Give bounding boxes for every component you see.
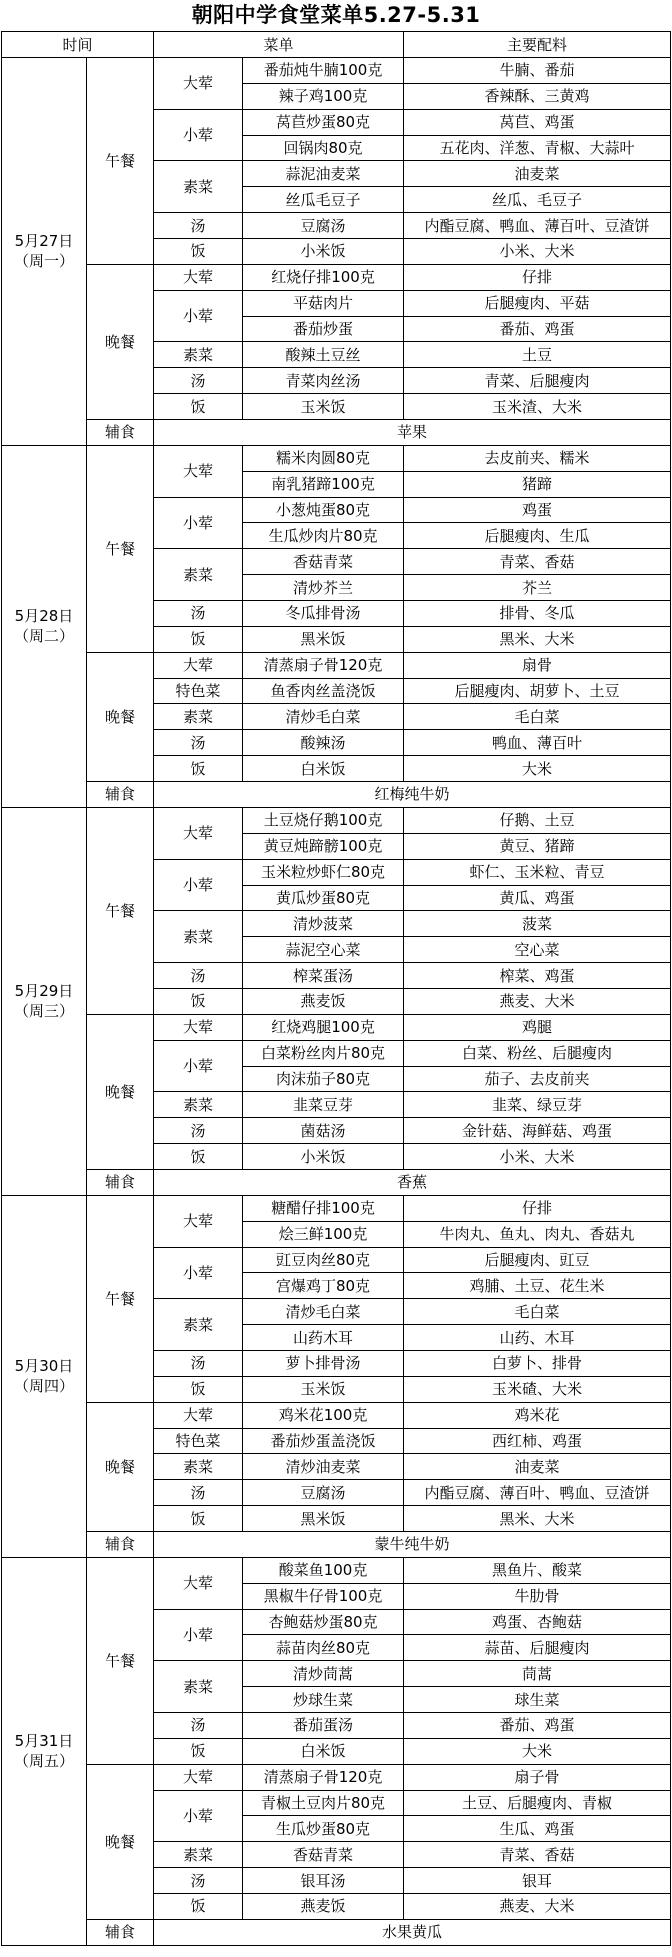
- header-ingredients: 主要配料: [404, 32, 671, 58]
- dish-cell: 鸡米花100克: [243, 1402, 404, 1428]
- category-cell: 大荤: [154, 1402, 243, 1428]
- dish-cell: 番茄蛋汤: [243, 1713, 404, 1739]
- dish-cell: 燕麦饭: [243, 988, 404, 1014]
- dish-cell: 菌菇汤: [243, 1118, 404, 1144]
- dish-cell: 宫爆鸡丁80克: [243, 1273, 404, 1299]
- table-row: [2, 1764, 671, 1790]
- category-cell: 大荤: [154, 58, 243, 110]
- category-cell: 小荤: [154, 497, 243, 549]
- ingredients-cell: 黄豆、猪蹄: [404, 833, 671, 859]
- meal-cell: 晚餐: [87, 264, 154, 419]
- ingredients-cell: 西红柿、鸡蛋: [404, 1428, 671, 1454]
- dish-cell: 红烧鸡腿100克: [243, 1014, 404, 1040]
- dish-cell: 丝瓜毛豆子: [243, 187, 404, 213]
- dish-cell: 蒜泥空心菜: [243, 937, 404, 963]
- dish-cell: 黄豆炖蹄髈100克: [243, 833, 404, 859]
- side-dish-cell: 香蕉: [154, 1169, 671, 1195]
- category-cell: 汤: [154, 1480, 243, 1506]
- ingredients-cell: 芥兰: [404, 575, 671, 601]
- category-cell: 大荤: [154, 1557, 243, 1609]
- ingredients-cell: 白菜、粉丝、后腿瘦肉: [404, 1040, 671, 1066]
- dish-cell: 回锅肉80克: [243, 135, 404, 161]
- dish-cell: 酸辣土豆丝: [243, 342, 404, 368]
- dish-cell: 黄瓜炒蛋80克: [243, 885, 404, 911]
- ingredients-cell: 白萝卜、排骨: [404, 1350, 671, 1376]
- category-cell: 素菜: [154, 704, 243, 730]
- category-cell: 小荤: [154, 290, 243, 342]
- ingredients-cell: 生瓜、鸡蛋: [404, 1816, 671, 1842]
- ingredients-cell: 内酯豆腐、薄百叶、鸭血、豆渣饼: [404, 1480, 671, 1506]
- category-cell: 汤: [154, 1713, 243, 1739]
- dish-cell: 白米饭: [243, 1738, 404, 1764]
- category-cell: 饭: [154, 988, 243, 1014]
- ingredients-cell: 油麦菜: [404, 1454, 671, 1480]
- ingredients-cell: 鸡蛋、杏鲍菇: [404, 1609, 671, 1635]
- table-row: [2, 1557, 671, 1583]
- ingredients-cell: 山药、木耳: [404, 1325, 671, 1351]
- category-cell: 饭: [154, 1376, 243, 1402]
- ingredients-cell: 银耳: [404, 1868, 671, 1894]
- ingredients-cell: 鸡蛋: [404, 497, 671, 523]
- header-menu: 菜单: [154, 32, 404, 58]
- ingredients-cell: 后腿瘦肉、生瓜: [404, 523, 671, 549]
- side-row: [2, 420, 671, 446]
- category-cell: 素菜: [154, 549, 243, 601]
- day-date-cell: [2, 1195, 87, 1557]
- ingredients-cell: 番茄、鸡蛋: [404, 316, 671, 342]
- dish-cell: 清炒芥兰: [243, 575, 404, 601]
- header-time: 时间: [2, 32, 154, 58]
- menu-table: [1, 31, 671, 1946]
- day-date-cell: [2, 807, 87, 1195]
- dish-cell: 糖醋仔排100克: [243, 1195, 404, 1221]
- ingredients-cell: 球生菜: [404, 1687, 671, 1713]
- dish-cell: 山药木耳: [243, 1325, 404, 1351]
- date-label: 5月27日: [14, 232, 74, 251]
- dish-cell: 番茄炒蛋盖浇饭: [243, 1428, 404, 1454]
- category-cell: 特色菜: [154, 678, 243, 704]
- dish-cell: 炒球生菜: [243, 1687, 404, 1713]
- dish-cell: 黑椒牛仔骨100克: [243, 1583, 404, 1609]
- ingredients-cell: 排骨、冬瓜: [404, 601, 671, 627]
- dish-cell: 青椒土豆肉片80克: [243, 1790, 404, 1816]
- side-label-cell: 辅食: [87, 782, 154, 808]
- table-row: [2, 1402, 671, 1428]
- ingredients-cell: 虾仁、玉米粒、青豆: [404, 859, 671, 885]
- ingredients-cell: 牛腩、番茄: [404, 58, 671, 84]
- category-cell: 大荤: [154, 445, 243, 497]
- ingredients-cell: 番茄、鸡蛋: [404, 1713, 671, 1739]
- side-label-cell: 辅食: [87, 420, 154, 446]
- dish-cell: 南乳猪蹄100克: [243, 471, 404, 497]
- meal-cell: 午餐: [87, 807, 154, 1014]
- dish-cell: 豇豆肉丝80克: [243, 1247, 404, 1273]
- category-cell: 饭: [154, 394, 243, 420]
- ingredients-cell: 茄子、去皮前夹: [404, 1066, 671, 1092]
- category-cell: 素菜: [154, 342, 243, 368]
- dish-cell: 玉米粒炒虾仁80克: [243, 859, 404, 885]
- dish-cell: 玉米饭: [243, 394, 404, 420]
- dish-cell: 白菜粉丝肉片80克: [243, 1040, 404, 1066]
- meal-cell: 午餐: [87, 58, 154, 265]
- ingredients-cell: 内酯豆腐、鸭血、薄百叶、豆渣饼: [404, 213, 671, 239]
- dish-cell: 榨菜蛋汤: [243, 963, 404, 989]
- date-label: 5月31日: [14, 1732, 74, 1751]
- dish-cell: 冬瓜排骨汤: [243, 601, 404, 627]
- meal-cell: 午餐: [87, 1195, 154, 1402]
- ingredients-cell: 丝瓜、毛豆子: [404, 187, 671, 213]
- dish-cell: 香菇青菜: [243, 1842, 404, 1868]
- ingredients-cell: 香辣酥、三黄鸡: [404, 83, 671, 109]
- category-cell: 素菜: [154, 161, 243, 213]
- dish-cell: 莴苣炒蛋80克: [243, 109, 404, 135]
- dish-cell: 燕麦饭: [243, 1894, 404, 1920]
- dish-cell: 鱼香肉丝盖浇饭: [243, 678, 404, 704]
- ingredients-cell: 燕麦、大米: [404, 988, 671, 1014]
- side-dish-cell: 苹果: [154, 420, 671, 446]
- side-dish-cell: 红梅纯牛奶: [154, 782, 671, 808]
- ingredients-cell: 小米、大米: [404, 239, 671, 265]
- table-row: [2, 807, 671, 833]
- category-cell: 小荤: [154, 1609, 243, 1661]
- ingredients-cell: 牛肋骨: [404, 1583, 671, 1609]
- side-label-cell: 辅食: [87, 1169, 154, 1195]
- ingredients-cell: 鸡腿: [404, 1014, 671, 1040]
- category-cell: 素菜: [154, 1092, 243, 1118]
- category-cell: 饭: [154, 1894, 243, 1920]
- dish-cell: 小米饭: [243, 1144, 404, 1170]
- category-cell: 饭: [154, 1144, 243, 1170]
- meal-cell: 晚餐: [87, 1402, 154, 1531]
- category-cell: 汤: [154, 213, 243, 239]
- dish-cell: 酸辣汤: [243, 730, 404, 756]
- ingredients-cell: 后腿瘦肉、胡萝卜、土豆: [404, 678, 671, 704]
- dish-cell: 蒜苗肉丝80克: [243, 1635, 404, 1661]
- dish-cell: 红烧仔排100克: [243, 264, 404, 290]
- table-row: [2, 1014, 671, 1040]
- side-row: [2, 1169, 671, 1195]
- category-cell: 素菜: [154, 1454, 243, 1480]
- dish-cell: 清炒油麦菜: [243, 1454, 404, 1480]
- table-row: [2, 1195, 671, 1221]
- category-cell: 汤: [154, 1868, 243, 1894]
- ingredients-cell: 仔排: [404, 1195, 671, 1221]
- meal-cell: 晚餐: [87, 652, 154, 781]
- dish-cell: 黑米饭: [243, 1506, 404, 1532]
- weekday-label: （周五）: [13, 1752, 74, 1771]
- ingredients-cell: 土豆: [404, 342, 671, 368]
- ingredients-cell: 鸡脯、土豆、花生米: [404, 1273, 671, 1299]
- category-cell: 小荤: [154, 859, 243, 911]
- side-dish-cell: 水果黄瓜: [154, 1919, 671, 1945]
- ingredients-cell: 燕麦、大米: [404, 1894, 671, 1920]
- ingredients-cell: 毛白菜: [404, 1299, 671, 1325]
- ingredients-cell: 大米: [404, 1738, 671, 1764]
- dish-cell: 香菇青菜: [243, 549, 404, 575]
- ingredients-cell: 黄瓜、鸡蛋: [404, 885, 671, 911]
- dish-cell: 清炒毛白菜: [243, 1299, 404, 1325]
- category-cell: 汤: [154, 368, 243, 394]
- ingredients-cell: 黑鱼片、酸菜: [404, 1557, 671, 1583]
- date-label: 5月28日: [14, 607, 74, 626]
- category-cell: 汤: [154, 1118, 243, 1144]
- dish-cell: 萝卜排骨汤: [243, 1350, 404, 1376]
- dish-cell: 小米饭: [243, 239, 404, 265]
- side-dish-cell: 蒙牛纯牛奶: [154, 1531, 671, 1557]
- meal-cell: 晚餐: [87, 1764, 154, 1919]
- dish-cell: 小葱炖蛋80克: [243, 497, 404, 523]
- dish-cell: 糯米肉圆80克: [243, 445, 404, 471]
- table-row: [2, 652, 671, 678]
- dish-cell: 土豆烧仔鹅100克: [243, 807, 404, 833]
- side-row: [2, 1531, 671, 1557]
- dish-cell: 清蒸扇子骨120克: [243, 652, 404, 678]
- ingredients-cell: 牛肉丸、鱼丸、肉丸、香菇丸: [404, 1221, 671, 1247]
- category-cell: 大荤: [154, 1764, 243, 1790]
- ingredients-cell: 黑米、大米: [404, 626, 671, 652]
- dish-cell: 酸菜鱼100克: [243, 1557, 404, 1583]
- dish-cell: 番茄炒蛋: [243, 316, 404, 342]
- dish-cell: 生瓜炒肉片80克: [243, 523, 404, 549]
- day-date-cell: [2, 1557, 87, 1945]
- ingredients-cell: 青菜、香菇: [404, 1842, 671, 1868]
- ingredients-cell: 后腿瘦肉、平菇: [404, 290, 671, 316]
- dish-cell: 蒜泥油麦菜: [243, 161, 404, 187]
- category-cell: 素菜: [154, 1299, 243, 1351]
- ingredients-cell: 青菜、后腿瘦肉: [404, 368, 671, 394]
- ingredients-cell: 鸭血、薄百叶: [404, 730, 671, 756]
- day-date-cell: [2, 58, 87, 446]
- dish-cell: 烩三鲜100克: [243, 1221, 404, 1247]
- category-cell: 素菜: [154, 1842, 243, 1868]
- table-row: [2, 445, 671, 471]
- dish-cell: 清炒茼蒿: [243, 1661, 404, 1687]
- dish-cell: 青菜肉丝汤: [243, 368, 404, 394]
- ingredients-cell: 毛白菜: [404, 704, 671, 730]
- category-cell: 小荤: [154, 1040, 243, 1092]
- category-cell: 饭: [154, 1738, 243, 1764]
- dish-cell: 黑米饭: [243, 626, 404, 652]
- weekday-label: （周二）: [13, 627, 74, 646]
- ingredients-cell: 鸡米花: [404, 1402, 671, 1428]
- ingredients-cell: 猪蹄: [404, 471, 671, 497]
- date-label: 5月29日: [14, 982, 74, 1001]
- page-title: 朝阳中学食堂菜单5.27-5.31: [191, 3, 481, 27]
- dish-cell: 清蒸扇子骨120克: [243, 1764, 404, 1790]
- category-cell: 大荤: [154, 1014, 243, 1040]
- dish-cell: 生瓜炒蛋80克: [243, 1816, 404, 1842]
- category-cell: 大荤: [154, 652, 243, 678]
- dish-cell: 清炒菠菜: [243, 911, 404, 937]
- dish-cell: 玉米饭: [243, 1376, 404, 1402]
- ingredients-cell: 茼蒿: [404, 1661, 671, 1687]
- ingredients-cell: 黑米、大米: [404, 1506, 671, 1532]
- category-cell: 饭: [154, 239, 243, 265]
- ingredients-cell: 菠菜: [404, 911, 671, 937]
- category-cell: 小荤: [154, 1247, 243, 1299]
- ingredients-cell: 后腿瘦肉、豇豆: [404, 1247, 671, 1273]
- ingredients-cell: 油麦菜: [404, 161, 671, 187]
- dish-cell: 肉沫茄子80克: [243, 1066, 404, 1092]
- menu-body: [2, 58, 671, 1946]
- category-cell: 小荤: [154, 1790, 243, 1842]
- weekday-label: （周四）: [13, 1377, 74, 1396]
- meal-cell: 晚餐: [87, 1014, 154, 1169]
- ingredients-cell: 小米、大米: [404, 1144, 671, 1170]
- dish-cell: 番茄炖牛腩100克: [243, 58, 404, 84]
- table-row: [2, 58, 671, 84]
- weekday-label: （周三）: [13, 1002, 74, 1021]
- side-label-cell: 辅食: [87, 1531, 154, 1557]
- dish-cell: 平菇肉片: [243, 290, 404, 316]
- side-row: [2, 1919, 671, 1945]
- ingredients-cell: 仔鹅、土豆: [404, 807, 671, 833]
- dish-cell: 白米饭: [243, 756, 404, 782]
- category-cell: 汤: [154, 601, 243, 627]
- dish-cell: 韭菜豆芽: [243, 1092, 404, 1118]
- category-cell: 大荤: [154, 264, 243, 290]
- category-cell: 饭: [154, 756, 243, 782]
- date-label: 5月30日: [14, 1357, 74, 1376]
- category-cell: 汤: [154, 963, 243, 989]
- ingredients-cell: 大米: [404, 756, 671, 782]
- category-cell: 汤: [154, 1350, 243, 1376]
- ingredients-cell: 玉米碴、大米: [404, 1376, 671, 1402]
- dish-cell: 银耳汤: [243, 1868, 404, 1894]
- side-row: [2, 782, 671, 808]
- meal-cell: 午餐: [87, 1557, 154, 1764]
- day-date-cell: [2, 445, 87, 807]
- ingredients-cell: 榨菜、鸡蛋: [404, 963, 671, 989]
- ingredients-cell: 扇骨: [404, 652, 671, 678]
- ingredients-cell: 金针菇、海鲜菇、鸡蛋: [404, 1118, 671, 1144]
- ingredients-cell: 蒜苗、后腿瘦肉: [404, 1635, 671, 1661]
- category-cell: 饭: [154, 1506, 243, 1532]
- table-row: [2, 264, 671, 290]
- ingredients-cell: 仔排: [404, 264, 671, 290]
- category-cell: 汤: [154, 730, 243, 756]
- ingredients-cell: 扇子骨: [404, 1764, 671, 1790]
- meal-cell: 午餐: [87, 445, 154, 652]
- ingredients-cell: 莴苣、鸡蛋: [404, 109, 671, 135]
- dish-cell: 豆腐汤: [243, 1480, 404, 1506]
- ingredients-cell: 五花肉、洋葱、青椒、大蒜叶: [404, 135, 671, 161]
- category-cell: 大荤: [154, 1195, 243, 1247]
- ingredients-cell: 空心菜: [404, 937, 671, 963]
- dish-cell: 辣子鸡100克: [243, 83, 404, 109]
- header-row: [2, 32, 671, 58]
- ingredients-cell: 去皮前夹、糯米: [404, 445, 671, 471]
- side-label-cell: 辅食: [87, 1919, 154, 1945]
- dish-cell: 清炒毛白菜: [243, 704, 404, 730]
- category-cell: 特色菜: [154, 1428, 243, 1454]
- dish-cell: 豆腐汤: [243, 213, 404, 239]
- weekday-label: （周一）: [13, 252, 74, 271]
- ingredients-cell: 土豆、后腿瘦肉、青椒: [404, 1790, 671, 1816]
- category-cell: 素菜: [154, 911, 243, 963]
- category-cell: 饭: [154, 626, 243, 652]
- category-cell: 大荤: [154, 807, 243, 859]
- ingredients-cell: 韭菜、绿豆芽: [404, 1092, 671, 1118]
- ingredients-cell: 青菜、香菇: [404, 549, 671, 575]
- category-cell: 素菜: [154, 1661, 243, 1713]
- dish-cell: 杏鲍菇炒蛋80克: [243, 1609, 404, 1635]
- ingredients-cell: 玉米渣、大米: [404, 394, 671, 420]
- category-cell: 小荤: [154, 109, 243, 161]
